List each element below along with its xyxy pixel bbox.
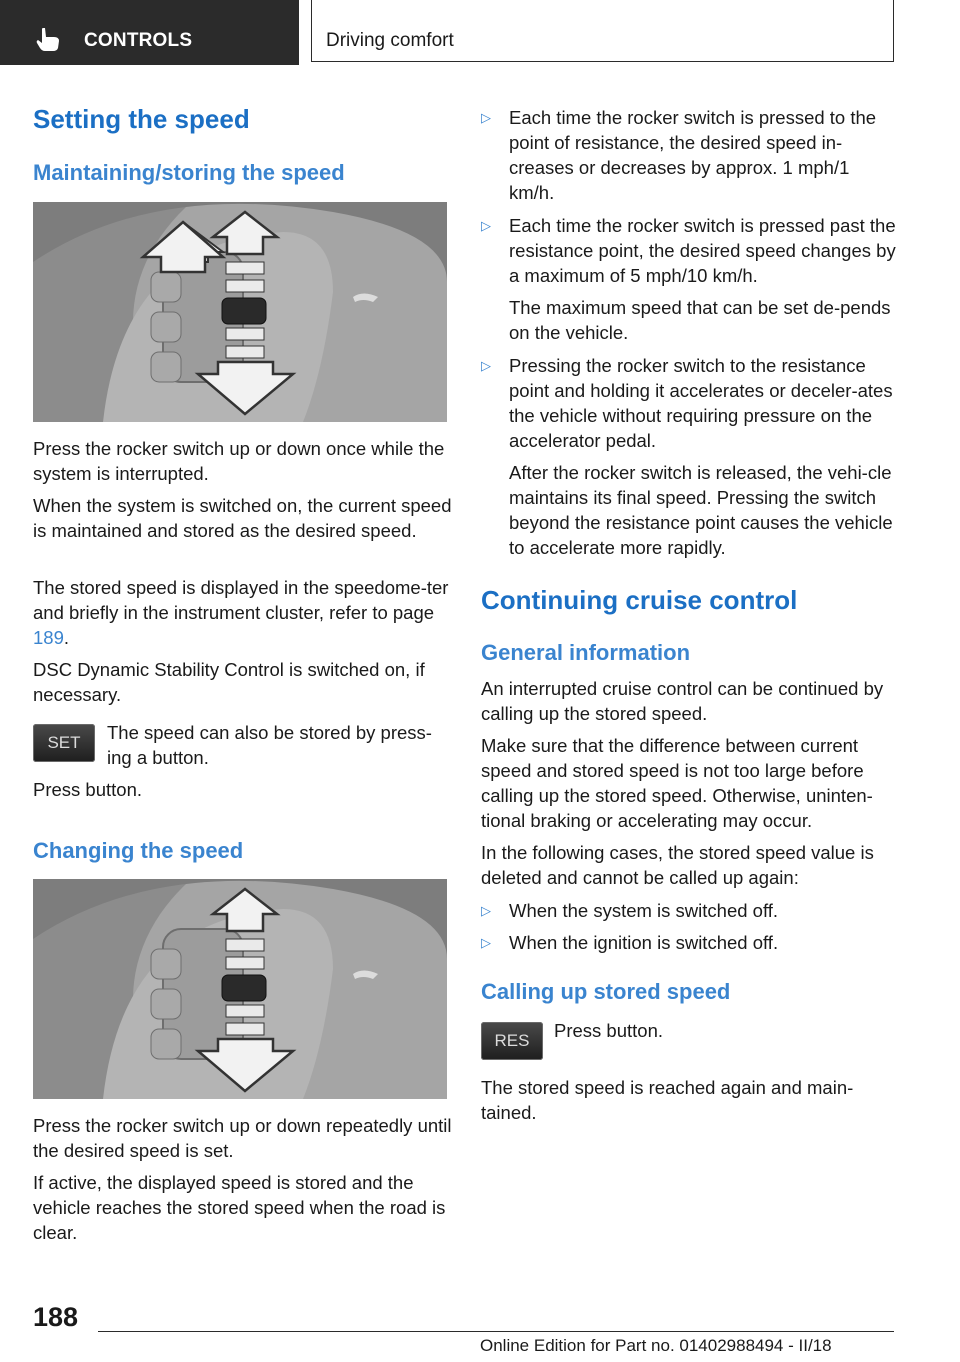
- hand-pointer-icon: [34, 26, 64, 52]
- res-button-icon: RES: [481, 1022, 543, 1060]
- heading-changing-the-speed: Changing the speed: [33, 838, 244, 863]
- bullet-marker: ▷: [481, 110, 491, 125]
- paragraph-stored-speed-displayed: The stored speed is displayed in the speedome‐ter and briefly in the instrument cluster, refer to page 189.: [33, 577, 449, 648]
- bullet-hold-resistance: Pressing the rocker switch to the resistance point and holding it accelerates or deceler‐ates the vehicle without requiring pressure on the accelerator pedal.: [509, 355, 893, 451]
- paragraph-press-res: Press button.: [554, 1020, 664, 1041]
- page-number: 188: [33, 1302, 79, 1332]
- paragraph-press-button: Press button.: [33, 779, 143, 800]
- bullet-past-resistance: Each time the rocker switch is pressed past the resistance point, the desired speed changes by a maximum of 5 mph/10 km/h.: [509, 215, 896, 286]
- bullet-marker: ▷: [481, 903, 491, 918]
- footer-divider: [98, 1331, 894, 1332]
- footer-edition: Online Edition for Part no. 01402988494 - II/18: [480, 1336, 832, 1355]
- bullet-note-max-speed: The maximum speed that can be set de‐pends on the vehicle.: [509, 297, 891, 343]
- paragraph-difference-speed: Make sure that the difference between current speed and stored speed is not too large before calling up the stored speed. Otherwise, uninten‐tional braking or accelerating may occur.: [481, 735, 873, 831]
- paragraph-if-active: If active, the displayed speed is stored and the vehicle reaches the stored speed when the road is clear.: [33, 1172, 446, 1243]
- set-button-icon: SET: [33, 724, 95, 762]
- bullet-ignition-off: When the ignition is switched off.: [509, 932, 779, 953]
- bullet-point-of-resistance: Each time the rocker switch is pressed to the point of resistance, the desired speed in‐creases or decreases by approx. 1 mph/1 km/h.: [509, 107, 877, 203]
- paragraph-system-switched-on: When the system is switched on, the current speed is maintained and stored as the desired speed.: [33, 495, 452, 541]
- paragraph-press-once: Press the rocker switch up or down once while the system is interrupted.: [33, 438, 445, 484]
- paragraph-following-cases: In the following cases, the stored speed value is deleted and cannot be called up again:: [481, 842, 874, 888]
- header-title: Driving comfort: [326, 30, 454, 51]
- heading-maintaining-storing: Maintaining/storing the speed: [33, 160, 345, 185]
- header-section-label: CONTROLS: [84, 30, 193, 51]
- paragraph-store-by-button: The speed can also be stored by press‐ing a button.: [107, 722, 432, 768]
- steering-wheel-rocker-switch-image-1: [33, 202, 447, 422]
- page-link-189[interactable]: 189: [33, 627, 64, 648]
- heading-setting-the-speed: Setting the speed: [33, 104, 250, 134]
- bullet-system-off: When the system is switched off.: [509, 900, 779, 921]
- paragraph-interrupted-cruise: An interrupted cruise control can be continued by calling up the stored speed.: [481, 678, 884, 724]
- paragraph-speed-reached: The stored speed is reached again and main‐tained.: [481, 1077, 854, 1123]
- bullet-note-released: After the rocker switch is released, the vehi‐cle maintains its final speed. Pressing the switch beyond the resistance point causes the vehicle to accelerate more rapidly.: [509, 462, 893, 558]
- heading-continuing-cruise-control: Continuing cruise control: [481, 585, 798, 615]
- heading-calling-up-stored-speed: Calling up stored speed: [481, 979, 731, 1004]
- bullet-marker: ▷: [481, 935, 491, 950]
- bullet-marker: ▷: [481, 358, 491, 373]
- bullet-marker: ▷: [481, 218, 491, 233]
- heading-general-information: General information: [481, 640, 691, 665]
- paragraph-press-repeatedly: Press the rocker switch up or down repeatedly until the desired speed is set.: [33, 1115, 452, 1161]
- steering-wheel-rocker-switch-image-2: [33, 879, 447, 1099]
- paragraph-dsc: DSC Dynamic Stability Control is switched on, if necessary.: [33, 659, 425, 705]
